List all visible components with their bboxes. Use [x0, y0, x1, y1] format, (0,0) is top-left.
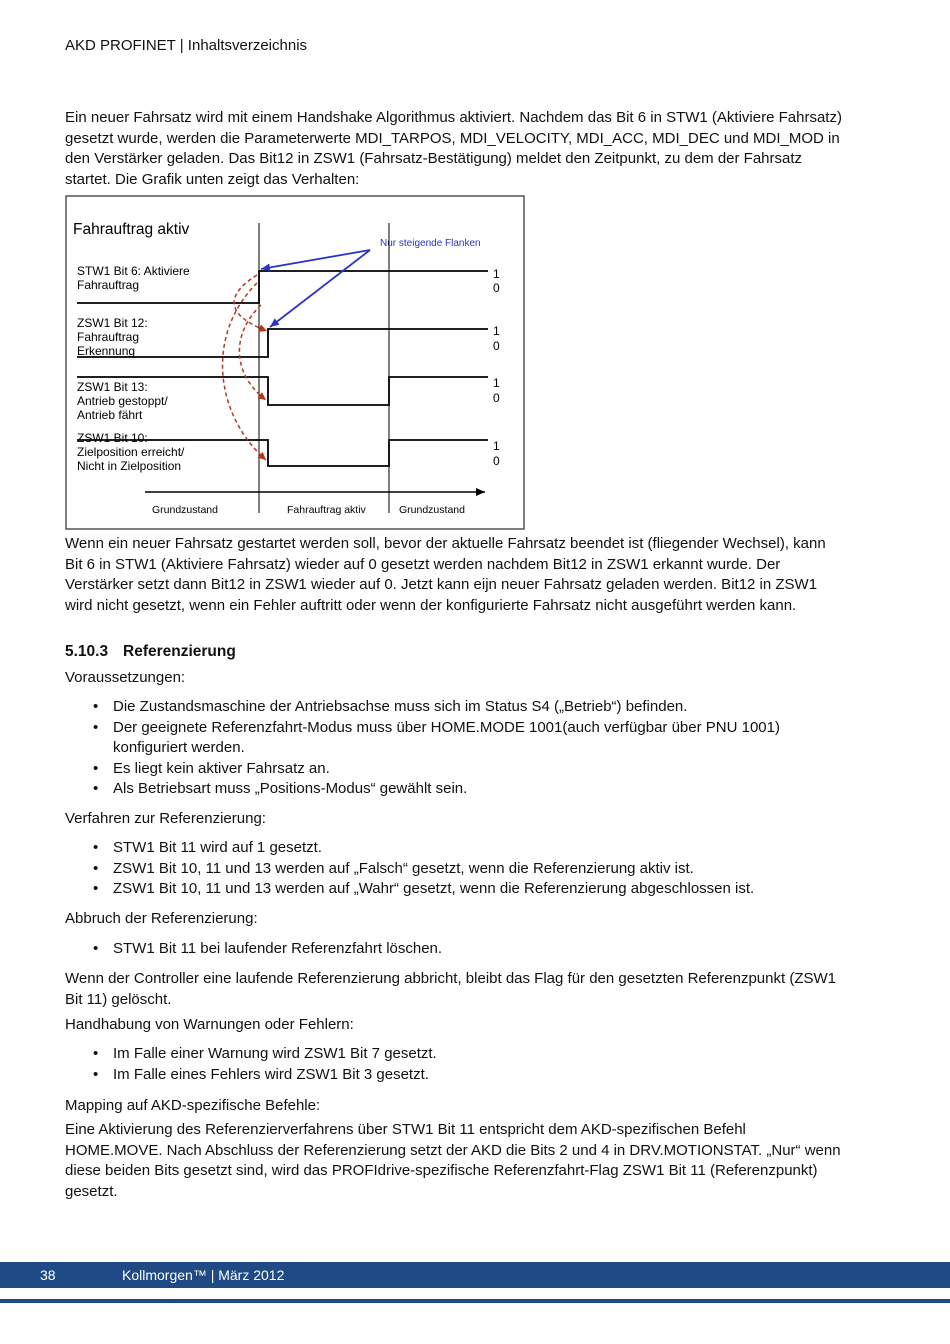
signal-zsw1-bit13-zero: 0 [493, 391, 500, 405]
signal-stw1-bit6-zero: 0 [493, 281, 500, 295]
voraussetzungen-list [65, 697, 825, 800]
list-item: • Die Zustandsmaschine der Antriebsachse muss sich im Status S4 („Betrieb“) befinden. [65, 697, 825, 718]
abbruch-paragraph: Wenn der Controller eine laufende Referenzierung abbricht, bleibt das Flag für den gesetzten Referenzpunkt (ZSW1 Bit 11) gelöscht. [65, 970, 836, 1008]
signal-zsw1-bit10-one: 1 [493, 439, 500, 453]
verfahren-label: Verfahren zur Referenzierung: [65, 810, 266, 827]
signal-zsw1-bit12-one: 1 [493, 324, 500, 338]
list-item: • ZSW1 Bit 10, 11 und 13 werden auf „Falsch“ gesetzt, wenn die Referenzierung aktiv ist. [65, 859, 825, 880]
signal-zsw1-bit12-label-2: Fahrauftrag [77, 330, 140, 344]
abbruch-list [65, 939, 825, 960]
figure-title: Fahrauftrag aktiv [73, 221, 190, 238]
list-item: • Im Falle einer Warnung wird ZSW1 Bit 7 gesetzt. [65, 1044, 825, 1065]
mapping-label: Mapping auf AKD-spezifische Befehle: [65, 1097, 321, 1114]
signal-zsw1-bit13-label-2: Antrieb gestoppt/ [77, 394, 168, 408]
signal-stw1-bit6-one: 1 [493, 267, 500, 281]
section-number: 5.10.3 [65, 643, 109, 660]
voraussetzungen-label: Voraussetzungen: [65, 669, 186, 686]
intro-paragraph: Ein neuer Fahrsatz wird mit einem Handshake Algorithmus aktiviert. Nachdem das Bit 6 in STW1 (Aktiviere Fahrsatz) gesetzt wurde, werden die Parameterwerte MDI_TARPOS, MDI_VELOCITY, MDI_ACC, MDI_DEC und MDI_MOD in den Verstärker geladen. Das Bit12 in ZSW1 (Fahrsatz-Bestätigung) meldet den Zeitpunkt, zu dem der Fahrsatz startet. Die Grafik unten zeigt das Verhalten: [65, 109, 842, 188]
section-title: Referenzierung [123, 643, 236, 660]
page-number: 38 [40, 1267, 56, 1283]
list-item: • STW1 Bit 11 wird auf 1 gesetzt. [65, 838, 825, 859]
section-heading [65, 643, 236, 661]
page-footer [0, 1262, 950, 1288]
list-item: • Im Falle eines Fehlers wird ZSW1 Bit 3 gesetzt. [65, 1065, 825, 1086]
signal-zsw1-bit13-one: 1 [493, 376, 500, 390]
annotation-label: Nur steigende Flanken [380, 238, 481, 249]
signal-stw1-bit6-label-2: Fahrauftrag [77, 278, 140, 292]
footer-brand: Kollmorgen™ | März 2012 [122, 1267, 285, 1283]
state-label-grundzustand-2: Grundzustand [399, 504, 465, 516]
state-label-grundzustand-1: Grundzustand [152, 504, 218, 516]
verfahren-list [65, 838, 825, 900]
timing-diagram-svg [65, 195, 525, 530]
signal-zsw1-bit10-zero: 0 [493, 454, 500, 468]
signal-stw1-bit6-label: STW1 Bit 6: Aktiviere [77, 264, 190, 278]
handhabung-label: Handhabung von Warnungen oder Fehlern: [65, 1016, 354, 1033]
signal-zsw1-bit12-zero: 0 [493, 339, 500, 353]
timing-diagram [65, 195, 525, 530]
signal-zsw1-bit13-label: ZSW1 Bit 13: [77, 380, 148, 394]
flying-change-paragraph: Wenn ein neuer Fahrsatz gestartet werden soll, bevor der aktuelle Fahrsatz beendet ist (fliegender Wechsel), kann Bit 6 in STW1 (Aktiviere Fahrsatz) wieder auf 0 gesetzt werden nachdem Bit12 in ZSW1 erkannt wurde. Der Verstärker setzt dann Bit12 in ZSW1 wieder auf 0. Jetzt kann eijn neuer Fahrsatz geladen werden. Bit12 in ZSW1 wird nicht gesetzt, wenn ein Fehler auftritt oder wenn der konfigurierte Fahrsatz nicht ausgeführt werden kann. [65, 535, 826, 614]
abbruch-label: Abbruch der Referenzierung: [65, 910, 258, 927]
list-item: • ZSW1 Bit 10, 11 und 13 werden auf „Wahr“ gesetzt, wenn die Referenzierung abgeschlossen ist. [65, 879, 825, 900]
signal-zsw1-bit12-label-3: Erkennung [77, 344, 136, 358]
list-item: • Als Betriebsart muss „Positions-Modus“ gewählt sein. [65, 779, 825, 800]
signal-zsw1-bit13-label-3: Antrieb fährt [77, 408, 143, 422]
signal-zsw1-bit12-label: ZSW1 Bit 12: [77, 316, 148, 330]
signal-zsw1-bit10-label: ZSW1 Bit 10: [77, 431, 148, 445]
state-label-fahrauftrag-aktiv: Fahrauftrag aktiv [287, 504, 366, 516]
list-item: • Es liegt kein aktiver Fahrsatz an. [65, 759, 825, 780]
list-item: • Der geeignete Referenzfahrt-Modus muss über HOME.MODE 1001(auch verfügbar über PNU 1001) konfiguriert werden. [65, 718, 825, 759]
signal-zsw1-bit10-label-3: Nicht in Zielposition [77, 459, 182, 473]
list-item: • STW1 Bit 11 bei laufender Referenzfahrt löschen. [65, 939, 825, 960]
footer-rule [0, 1299, 950, 1303]
handhabung-list [65, 1044, 825, 1085]
page-header: AKD PROFINET | Inhaltsverzeichnis [65, 37, 308, 54]
mapping-paragraph: Eine Aktivierung des Referenzierverfahrens über STW1 Bit 11 entspricht dem AKD-spezifischen Befehl HOME.MOVE. Nach Abschluss der Referenzierung setzt der AKD die Bits 2 und 4 in DRV.MOTIONSTAT. „Nur“ wenn diese beiden Bits gesetzt sind, wird das PROFIdrive-spezifische Referenzfahrt-Flag ZSW1 Bit 11 (Referenzpunkt) gesetzt. [65, 1121, 841, 1200]
signal-zsw1-bit10-label-2: Zielposition erreicht/ [77, 445, 185, 459]
